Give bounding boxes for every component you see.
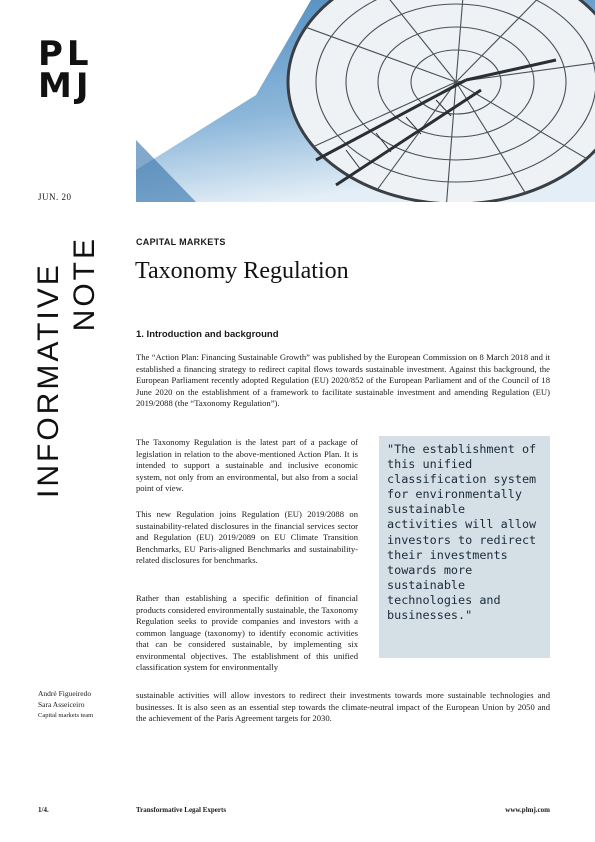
author-team: Capital markets team — [38, 712, 94, 719]
pull-quote-box — [379, 436, 550, 658]
logo-line-2: MJ — [38, 66, 93, 106]
subheading: 1. Introduction and background — [136, 329, 279, 340]
pull-quote-text: "The establishment of this unified classification system for environmentally sustainable activities will allow investors to redirect their investments towards more sustainable technologies and businesses." — [387, 442, 537, 623]
section-label: CAPITAL MARKETS — [136, 237, 226, 247]
hero-image-satellite-dish — [136, 0, 595, 202]
paragraph-3: This new Regulation joins Regulation (EU) 2019/2088 on sustainability-related disclosures in the financial services sector and Regulation (EU) 2019/2089 on EU Climate Transition Benchmarks, EU Paris-aligned Benchmarks and sustainability-related disclosures for benchmarks. — [136, 509, 358, 565]
paragraph-4: Rather than establishing a specific definition of financial products considered environmentally sustainable, the Taxonomy Regulation seeks to provide companies and investors with a common language (taxonomy) to identify economic activities that can be considered sustainable, by implementing six environmental objectives. The establishment of this unified classification system for environmentally — [136, 593, 358, 672]
vertical-title — [34, 236, 104, 498]
paragraph-2: The Taxonomy Regulation is the latest part of a package of legislation in relation to the above-mentioned Action Plan. It is intended to support a sustainable and inclusive economic system, not only from an environmental, but also from a social point of view. — [136, 437, 358, 493]
vertical-title-line-2: NOTE — [68, 236, 101, 332]
page-title: Taxonomy Regulation — [135, 258, 349, 284]
authors-block — [38, 688, 93, 721]
page-number: 1/4. — [38, 806, 49, 814]
author-name-1: André Figueiredo — [38, 689, 92, 698]
paragraph-5: sustainable activities will allow investors to redirect their investments towards more sustainable technologies and businesses. It is also seen as an essential step towards the climate-neutral impact of the European Union by 2050 and the achievement of the Paris Agreement targets for 2030. — [136, 690, 550, 723]
footer-tagline: Transformative Legal Experts — [136, 806, 227, 814]
paragraph-1: The “Action Plan: Financing Sustainable Growth” was published by the European Commission on 8 March 2018 and it established a financing strategy to redirect capital flows towards sustainable investment. Against this background, the European Parliament recently adopted Regulation (EU) 2020/852 of the European Parliament and of the Council of 18 June 2020 on the establishment of a framework to facilitate sustainable investment and amending Regulation (EU) 2019/2088 (the “Taxonomy Regulation”). — [136, 352, 550, 408]
plmj-logo — [38, 34, 100, 106]
footer-url-link[interactable]: www.plmj.com — [505, 806, 550, 814]
issue-date: JUN. 20 — [38, 192, 72, 202]
vertical-title-line-1: INFORMATIVE — [32, 262, 65, 498]
author-name-2: Sara Asseiceiro — [38, 700, 85, 709]
logo-line-1: PL — [38, 34, 93, 74]
